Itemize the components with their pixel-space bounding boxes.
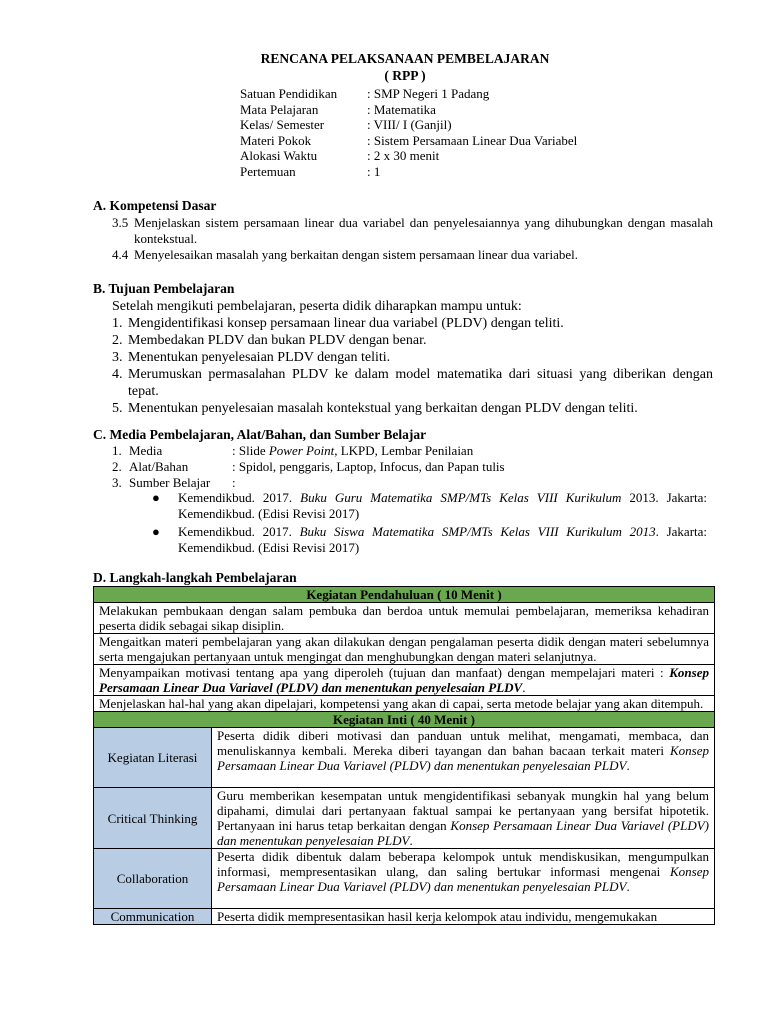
section-b-list bbox=[112, 298, 713, 417]
table-row bbox=[94, 696, 715, 712]
identity-value: : Sistem Persamaan Linear Dua Variabel bbox=[367, 133, 578, 148]
activity-label: Collaboration bbox=[94, 849, 212, 909]
item-label: Alat/Bahan bbox=[129, 459, 189, 474]
inti-header: Kegiatan Inti ( 40 Menit ) bbox=[94, 712, 715, 728]
item-text: Membedakan PLDV dan bukan PLDV dengan benar. bbox=[128, 333, 427, 348]
cell-emphasis: Konsep Persamaan Linear Dua Variavel (PLDV) dan menentukan penyelesaian PLDV bbox=[217, 818, 709, 848]
identity-row bbox=[240, 102, 720, 118]
activity-label: Communication bbox=[94, 909, 212, 925]
table-row bbox=[94, 728, 715, 788]
item-number: 5. bbox=[112, 401, 123, 416]
bullet-icon: ● bbox=[152, 490, 160, 505]
cell-text: . bbox=[626, 758, 630, 773]
identity-row bbox=[240, 164, 720, 180]
item-number: 2. bbox=[112, 333, 123, 348]
item-number: 4.4 bbox=[112, 247, 129, 262]
item-value: , LKPD, Lembar Penilaian bbox=[334, 443, 474, 458]
cell-emphasis: Konsep Persamaan Linear Dua Variavel (PLDV) dan menentukan penyelesaian PLDV bbox=[217, 743, 709, 773]
item-number: 1. bbox=[112, 316, 123, 331]
item-label: Media bbox=[129, 443, 163, 458]
item-number: 1. bbox=[112, 443, 122, 458]
pendahuluan-cell: Mengaitkan materi pembelajaran yang akan dilakukan dengan pengalaman peserta didik dengan materi sebelumnya serta mengajukan pertanyaan untuk mengingat dan menghubungkan dengan materi selanjutnya. bbox=[94, 634, 715, 665]
identity-value: : VIII/ I (Ganjil) bbox=[367, 117, 452, 132]
activity-description bbox=[212, 849, 715, 909]
cell-text: . bbox=[409, 833, 413, 848]
item-text: Menyelesaikan masalah yang berkaitan dengan sistem persamaan linear dua variabel. bbox=[134, 247, 578, 262]
item-value: : Spidol, penggaris, Laptop, Infocus, dan Papan tulis bbox=[232, 459, 505, 474]
section-c-list bbox=[112, 443, 713, 491]
cell-text: . bbox=[522, 680, 526, 695]
identity-label: Pertemuan bbox=[240, 164, 296, 179]
document-subtitle: ( RPP ) bbox=[384, 68, 426, 83]
section-b-intro: Setelah mengikuti pembelajaran, peserta didik diharapkan mampu untuk: bbox=[112, 299, 522, 314]
pendahuluan-cell bbox=[94, 665, 715, 696]
cell-emphasis: Konsep Persamaan Linear Dua Variavel (PLDV) dan menentukan penyelesaian PLDV bbox=[217, 864, 709, 894]
item-text: Menjelaskan sistem persamaan linear dua variabel dan penyelesaiannya yang dihubungkan dengan masalah kontekstual. bbox=[134, 215, 713, 246]
identity-row bbox=[240, 86, 720, 102]
objective-item bbox=[112, 332, 713, 349]
item-value-italic: Power Point bbox=[268, 443, 335, 458]
section-a-item bbox=[112, 247, 713, 263]
item-number: 2. bbox=[112, 459, 122, 474]
identity-row bbox=[240, 133, 720, 149]
cell-text: Guru memberikan kesempatan untuk mengidentifikasi sebanyak mungkin hal yang belum dipahami, dimulai dari pertanyaan faktual sampai ke pertanyaan yang bersifat hipotetik. Pertanyaan ini harus tetap berkaitan dengan bbox=[217, 788, 709, 833]
table-row bbox=[94, 634, 715, 665]
section-a-item bbox=[112, 215, 713, 246]
source-text: 2013. Jakarta: Kemendikbud. (Edisi Revisi 2017) bbox=[178, 490, 708, 521]
objective-item bbox=[112, 315, 713, 332]
item-text: Merumuskan permasalahan PLDV ke dalam model matematika dari situasi yang diberikan dengan tepat. bbox=[128, 367, 713, 399]
identity-value: : SMP Negeri 1 Padang bbox=[367, 86, 490, 101]
source-title: Buku Siswa Matematika SMP/MTs Kelas VIII Kurikulum 2013 bbox=[299, 524, 656, 539]
cell-text: Peserta didik diberi motivasi dan panduan untuk melihat, mengamati, membaca, dan menuliskannya kembali. Mereka diberi tayangan dan bahan bacaan terkait materi bbox=[217, 728, 709, 758]
source-text: Kemendikbud. 2017. bbox=[178, 490, 301, 505]
identity-row bbox=[240, 117, 720, 133]
cell-text: Peserta didik dibentuk dalam beberapa kelompok untuk mendiskusikan, mengumpulkan informasi, mempresentasikan ulang, dan saling bertukar informasi mengenai bbox=[217, 849, 709, 879]
activity-description bbox=[212, 788, 715, 849]
media-item bbox=[112, 475, 713, 491]
identity-label: Materi Pokok bbox=[240, 133, 312, 148]
source-item bbox=[150, 524, 707, 555]
item-number: 3. bbox=[112, 350, 123, 365]
section-c-heading: C. Media Pembelajaran, Alat/Bahan, dan Sumber Belajar bbox=[93, 427, 427, 442]
pendahuluan-cell: Melakukan pembukaan dengan salam pembuka dan berdoa untuk memulai pembelajaran, memeriksa kehadiran peserta didik sebagai sikap disiplin. bbox=[94, 603, 715, 634]
item-value: : bbox=[232, 475, 236, 490]
item-number: 3. bbox=[112, 475, 122, 490]
table-row bbox=[94, 849, 715, 909]
media-item bbox=[112, 459, 713, 475]
objective-item bbox=[112, 366, 713, 400]
activity-description bbox=[212, 909, 715, 925]
table-row bbox=[94, 788, 715, 849]
item-text: Menentukan penyelesaian PLDV dengan teliti. bbox=[128, 350, 391, 365]
cell-emphasis: Konsep Persamaan Linear Dua Variavel (PLDV) dan menentukan penyelesaian PLDV bbox=[99, 665, 709, 695]
identity-label: Satuan Pendidikan bbox=[240, 86, 338, 101]
section-d-heading: D. Langkah-langkah Pembelajaran bbox=[93, 570, 297, 585]
source-title: Buku Guru Matematika SMP/MTs Kelas VIII Kurikulum bbox=[300, 490, 622, 505]
item-number: 3.5 bbox=[112, 215, 129, 230]
identity-row bbox=[240, 148, 720, 164]
activity-label: Kegiatan Literasi bbox=[94, 728, 212, 788]
activity-description bbox=[212, 728, 715, 788]
table-row bbox=[94, 665, 715, 696]
table-row bbox=[94, 603, 715, 634]
identity-label: Kelas/ Semester bbox=[240, 117, 325, 132]
section-b-heading: B. Tujuan Pembelajaran bbox=[93, 281, 235, 296]
document-title: RENCANA PELAKSANAAN PEMBELAJARAN bbox=[260, 51, 550, 66]
table-row bbox=[94, 587, 715, 603]
identity-label: Mata Pelajaran bbox=[240, 102, 319, 117]
source-text: Kemendikbud. 2017. bbox=[178, 524, 300, 539]
identity-value: : Matematika bbox=[367, 102, 436, 117]
section-a-heading: A. Kompetensi Dasar bbox=[93, 198, 217, 213]
sources-list bbox=[150, 490, 707, 555]
identity-value: : 2 x 30 menit bbox=[367, 148, 440, 163]
table-row bbox=[94, 909, 715, 925]
media-item bbox=[112, 443, 713, 459]
cell-text: Menyampaikan motivasi tentang apa yang diperoleh (tujuan dan manfaat) dengan mempelajari materi : bbox=[99, 665, 664, 680]
item-number: 4. bbox=[112, 367, 123, 382]
pendahuluan-cell: Menjelaskan hal-hal yang akan dipelajari, kompetensi yang akan di capai, serta metode belajar yang akan ditempuh. bbox=[94, 696, 715, 712]
item-text: Menentukan penyelesaian masalah kontekstual yang berkaitan dengan PLDV dengan teliti. bbox=[128, 401, 638, 416]
cell-text: . bbox=[626, 879, 630, 894]
bullet-icon: ● bbox=[152, 524, 160, 539]
objective-item bbox=[112, 349, 713, 366]
item-label: Sumber Belajar bbox=[129, 475, 211, 490]
source-text: . Jakarta: Kemendikbud. (Edisi Revisi 2017) bbox=[178, 524, 708, 555]
identity-value: : 1 bbox=[367, 164, 381, 179]
item-text: Mengidentifikasi konsep persamaan linear dua variabel (PLDV) dengan teliti. bbox=[128, 316, 564, 331]
source-item bbox=[150, 490, 707, 521]
identity-label: Alokasi Waktu bbox=[240, 148, 318, 163]
item-value: : Slide bbox=[232, 443, 269, 458]
steps-table bbox=[93, 586, 715, 925]
pendahuluan-header: Kegiatan Pendahuluan ( 10 Menit ) bbox=[94, 587, 715, 603]
table-row bbox=[94, 712, 715, 728]
cell-text: Peserta didik mempresentasikan hasil kerja kelompok atau individu, mengemukakan bbox=[217, 909, 658, 924]
activity-label: Critical Thinking bbox=[94, 788, 212, 849]
objective-item bbox=[112, 400, 713, 417]
